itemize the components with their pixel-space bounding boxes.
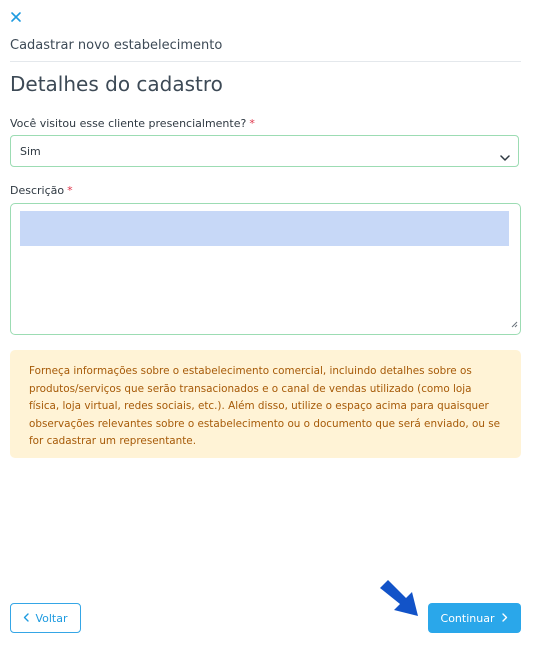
- description-label-text: Descrição: [10, 184, 65, 197]
- info-text: Forneça informações sobre o estabelecimento comercial, incluindo detalhes sobre os produtos/serviços que serão transacionados e o canal de vendas utilizado (como loja física, loja virtual, redes sociais, etc.). Além disso, utilize o espaço acima para quaisquer observações relevantes sobre o estabelecimento ou o documento que será enviado, ou se for cadastrar um representante.: [29, 365, 501, 447]
- required-mark: *: [67, 184, 73, 197]
- chevron-right-icon: [502, 612, 508, 625]
- text-selection-highlight: [20, 211, 509, 246]
- description-label: [10, 184, 73, 197]
- info-box: [10, 350, 521, 458]
- back-button-label: Voltar: [35, 611, 68, 625]
- resize-handle-icon[interactable]: [511, 313, 518, 332]
- required-mark: *: [249, 117, 255, 130]
- pointer-arrow-icon: [376, 578, 422, 620]
- continue-button[interactable]: [428, 603, 521, 633]
- visit-question-label: [10, 117, 255, 130]
- description-textarea[interactable]: [10, 203, 521, 335]
- visit-question-text: Você visitou esse cliente presencialmente?: [10, 117, 247, 130]
- back-button[interactable]: [10, 603, 81, 633]
- visit-select[interactable]: [10, 135, 519, 167]
- section-title: Detalhes do cadastro: [10, 72, 223, 96]
- visit-select-value: Sim: [20, 145, 41, 158]
- chevron-down-icon: [500, 147, 510, 166]
- header-divider: [10, 61, 521, 62]
- modal-title: Cadastrar novo estabelecimento: [10, 38, 223, 53]
- close-icon[interactable]: [10, 11, 24, 25]
- chevron-left-icon: [23, 612, 29, 625]
- continue-button-label: Continuar: [440, 611, 495, 625]
